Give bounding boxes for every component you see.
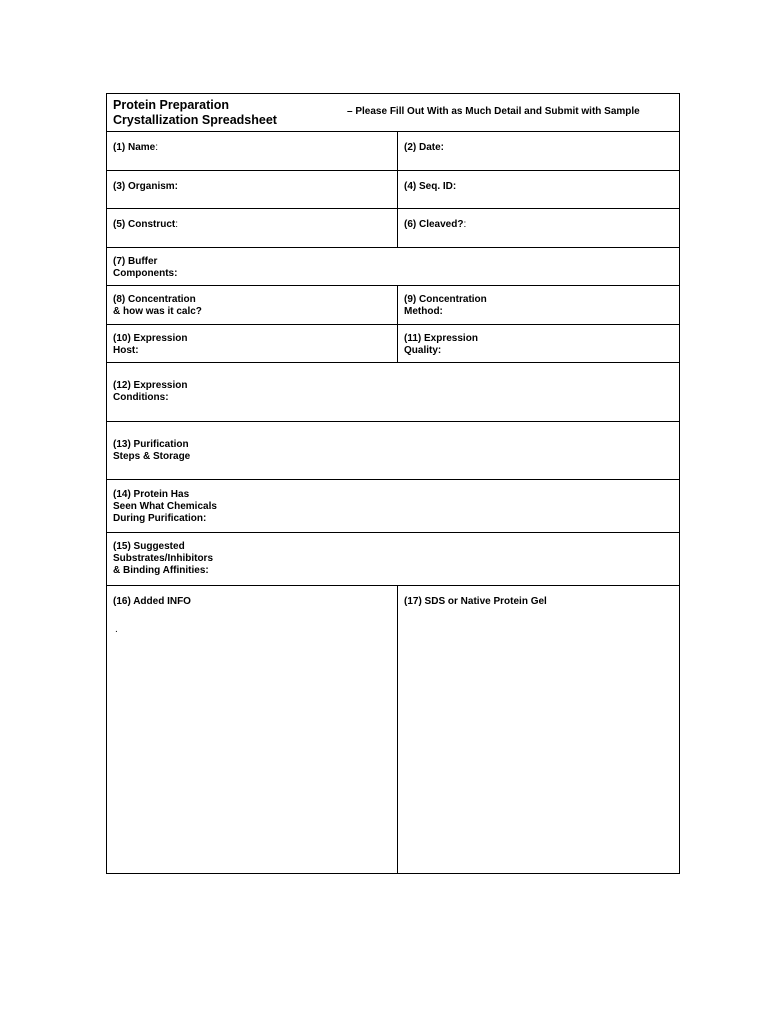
organism-field[interactable] [107,171,397,208]
expression-host-field[interactable] [107,325,397,362]
seq-id-field[interactable] [397,171,679,208]
concentration-method-label: (9) Concentration Method: [404,294,487,317]
purification-field[interactable] [107,422,679,479]
expression-conditions-field[interactable] [107,363,679,421]
buffer-field[interactable] [107,248,679,285]
concentration-label: (8) Concentration & how was it calc? [113,294,202,317]
expression-quality-label: (11) Expression Quality: [404,333,478,356]
expression-quality-field[interactable] [397,325,679,362]
substrates-field[interactable] [107,533,679,585]
seq-id-label: (4) Seq. ID: [404,181,457,192]
crystallization-form [106,93,680,874]
row-expression [107,324,679,362]
row-name-date [107,131,679,170]
chemicals-label: (14) Protein Has Seen What Chemicals During Purification: [113,489,217,524]
form-instructions: – Please Fill Out With as Much Detail and Submit with Sample [347,106,640,117]
substrates-label: (15) Suggested Substrates/Inhibitors & Binding Affinities: [113,541,214,576]
organism-label: (3) Organism: [113,181,179,192]
date-field[interactable] [397,132,679,170]
cleaved-label: (6) Cleaved?: [404,219,467,230]
row-concentration [107,285,679,324]
row-chemicals [107,479,679,532]
concentration-method-field[interactable] [397,286,679,324]
date-label: (2) Date: [404,142,445,153]
cleaved-field[interactable] [397,209,679,247]
row-expression-conditions [107,362,679,421]
construct-field[interactable] [107,209,397,247]
row-construct-cleaved [107,208,679,247]
name-field[interactable] [107,132,397,170]
concentration-field[interactable] [107,286,397,324]
added-info-field[interactable] [107,586,397,873]
row-purification [107,421,679,479]
chemicals-field[interactable] [107,480,679,532]
buffer-label: (7) Buffer Components: [113,256,178,279]
expression-conditions-label: (12) Expression Conditions: [113,380,188,403]
name-label: (1) Name: [113,142,159,153]
row-substrates [107,532,679,585]
form-header [107,94,679,131]
purification-label: (13) Purification Steps & Storage [113,439,191,462]
expression-host-label: (10) Expression Host: [113,333,188,356]
form-title: Protein Preparation Crystallization Spreadsheet [113,98,277,127]
protein-gel-label: (17) SDS or Native Protein Gel [404,596,547,607]
protein-gel-field[interactable] [397,586,679,873]
added-info-mark: . [115,624,118,635]
row-buffer [107,247,679,285]
added-info-label: (16) Added INFO [113,596,191,607]
construct-label: (5) Construct: [113,219,179,230]
row-info-gel [107,585,679,873]
row-organism-seqid [107,170,679,208]
